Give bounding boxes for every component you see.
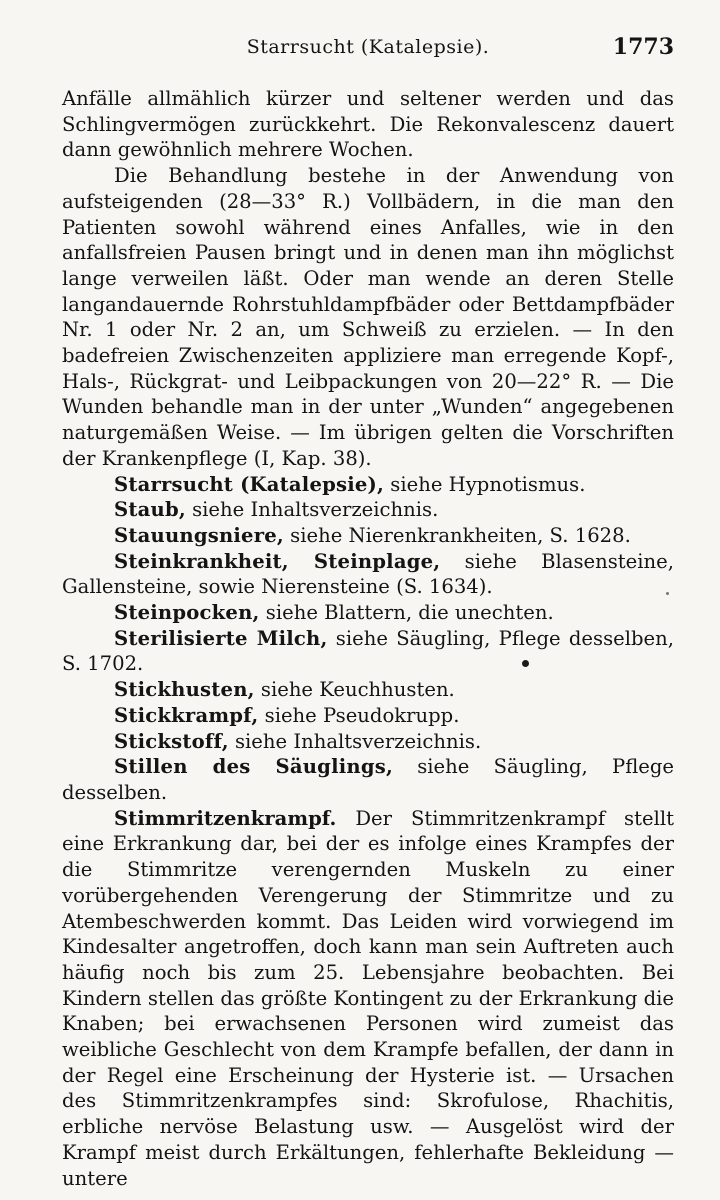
index-entry — [62, 754, 674, 805]
article-text: Der Stimmritzenkrampf stellt eine Erkrankung dar, bei der es infolge eines Krampfes der die Stimmritze verengernden Muskeln zu einer vorübergehenden Verengerung der Stimmritze und zu Atembeschwerden kommt. Das Leiden wird vorwiegend im Kindesalter angetroffen, doch kann man sein Auftreten auch häufig noch bis zum 25. Lebensjahre beobachten. Bei Kindern stellen das größte Kontingent zu der Erkrankung die Knaben; bei erwachsenen Personen wird zumeist das weibliche Geschlecht von dem Krampfe befallen, der dann in der Regel eine Erscheinung der Hysterie ist. — Ursachen des Stimmritzenkrampfes sind: Skrofulose, Rhachitis, erbliche nervöse Belastung usw. — Ausgelöst wird der Krampf meist durch Erkältungen, fehlerhafte Bekleidung — untere — [62, 806, 674, 1190]
index-entry — [62, 600, 674, 626]
paragraph-continuation: Anfälle allmählich kürzer und seltener werden und das Schlingvermögen zurückkehrt. Die Rekonvalescenz dauert dann gewöhnlich mehrere Wochen. — [62, 87, 674, 162]
index-entry — [62, 677, 674, 703]
page-body — [62, 86, 674, 1191]
entry-reference: siehe Blattern, die unechten. — [259, 601, 554, 625]
ink-speck — [666, 592, 669, 595]
page-number: 1773 — [612, 34, 674, 60]
entry-term: Steinkrankheit, Steinplage, — [114, 549, 441, 573]
entry-reference: siehe Säugling, Pflege desselben, S. 1702. — [62, 626, 674, 676]
index-entry — [62, 549, 674, 600]
entry-reference: siehe Hypnotismus. — [384, 472, 586, 496]
entry-term: Starrsucht (Katalepsie), — [114, 472, 385, 496]
index-entry — [62, 472, 674, 498]
index-entry — [62, 523, 674, 549]
entry-term: Stauungsniere, — [114, 523, 284, 547]
index-entry — [62, 497, 674, 523]
entry-term: Sterilisierte Milch, — [114, 626, 328, 650]
entry-term: Stillen des Säuglings, — [114, 755, 393, 779]
entry-reference: siehe Pseudokrupp. — [258, 703, 460, 727]
entry-term: Stickstoff, — [114, 729, 229, 753]
entry-reference: siehe Inhaltsverzeichnis. — [185, 498, 439, 522]
ink-dot — [522, 660, 529, 667]
entry-reference: siehe Nierenkrankheiten, S. 1628. — [283, 523, 631, 547]
index-entry — [62, 729, 674, 755]
running-head — [62, 36, 674, 66]
entry-term: Steinpocken, — [114, 601, 260, 625]
running-title: Starrsucht (Katalepsie). — [246, 36, 490, 58]
entry-term: Stickhusten, — [114, 678, 255, 702]
paragraph-treatment: Die Behandlung bestehe in der Anwendung von aufsteigenden (28—33° R.) Vollbädern, in die man den Patienten sowohl während eines Anfalles, wie in den anfallsfreien Pausen bringt und in denen man ihn möglichst lange verweilen läßt. Oder man wende an deren Stelle langandauernde Rohrstuhldampfbäder oder Bettdampfbäder Nr. 1 oder Nr. 2 an, um Schweiß zu erzielen. — In den badefreien Zwischenzeiten appliziere man erregende Kopf-, Hals-, Rückgrat- und Leibpackungen von 20—22° R. — Die Wunden behandle man in der unter „Wunden“ angegebenen naturgemäßen Weise. — Im übrigen gelten die Vorschriften der Krankenpflege (I, Kap. 38). — [62, 164, 674, 470]
entry-reference: siehe Blasensteine, Gallensteine, sowie Nierensteine (S. 1634). — [62, 549, 674, 599]
article-term: Stimmritzenkrampf. — [114, 806, 337, 830]
index-entry — [62, 703, 674, 729]
entry-reference: siehe Keuchhusten. — [254, 678, 455, 702]
index-entry — [62, 626, 674, 677]
entry-term: Stickkrampf, — [114, 703, 259, 727]
article-stimmritzenkrampf — [62, 806, 674, 1192]
entry-reference: siehe Säugling, Pflege desselben. — [62, 755, 674, 804]
entry-term: Staub, — [114, 498, 186, 522]
entry-reference: siehe Inhaltsverzeichnis. — [228, 729, 482, 753]
